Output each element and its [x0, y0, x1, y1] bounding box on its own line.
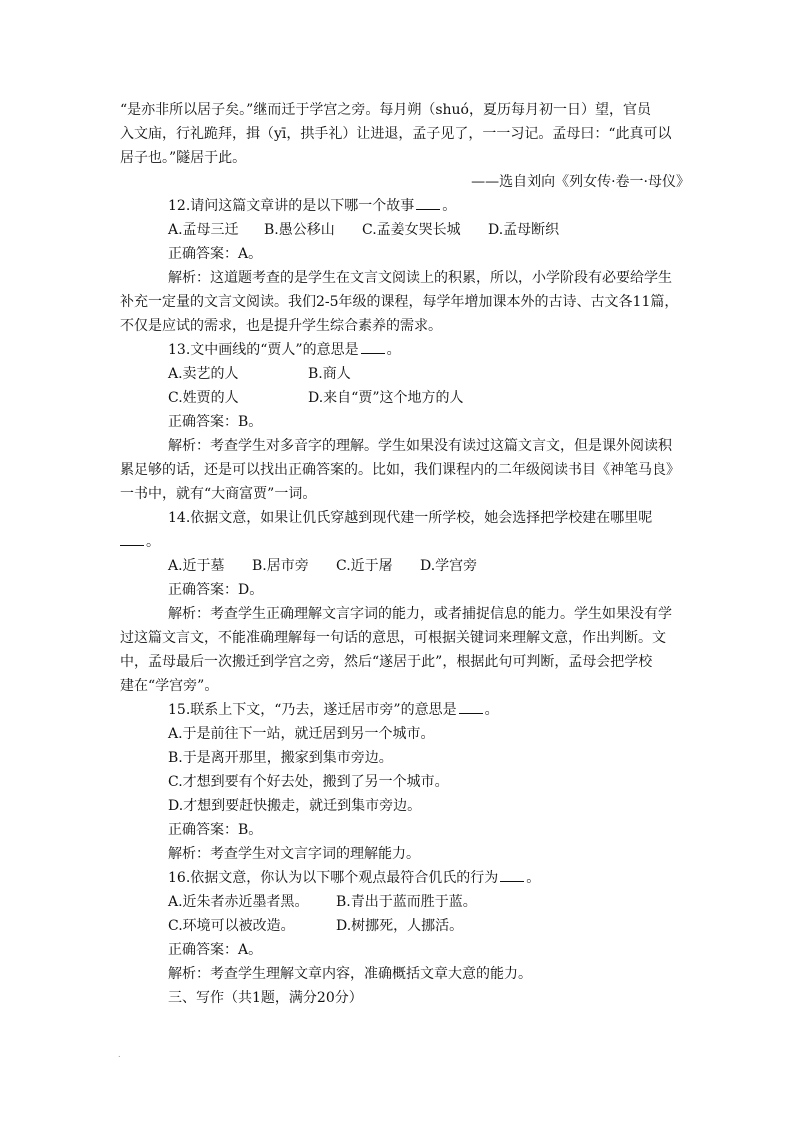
analysis: 解析：考查学生对多音字的理解。学生如果没有读过这篇文言文，但是课外阅读积 [168, 438, 672, 454]
question-16-options [168, 890, 692, 914]
analysis: 解析：考查学生正确理解文言字词的能力，或者捕捉信息的能力。学生如果没有学 [168, 606, 672, 622]
option: D.树挪死，人挪活。 [336, 918, 464, 934]
passage-source: ——选自刘向《列女传·卷一·母仪》 [471, 174, 690, 190]
analysis: 过这篇文言文，不能准确理解每一句话的意思，可根据关键词来理解文意，作出判断。文 [120, 630, 666, 646]
question-13-options [168, 362, 692, 386]
answer-blank [459, 699, 483, 714]
option: C.环境可以被改造。 [168, 918, 295, 934]
option: D.才想到要赶快搬走，就迁到集市旁边。 [168, 798, 422, 814]
question-14-options [168, 554, 692, 578]
question-14-blank: 。 [120, 530, 692, 554]
answer-blank [361, 339, 385, 354]
answer: 正确答案：B。 [168, 822, 263, 838]
analysis: 累足够的话，还是可以找出正确答案的。比如，我们课程内的二年级阅读书目《神笔马良》 [120, 462, 680, 478]
option: C.姓贾的人 [168, 390, 239, 406]
option: B.愚公移山 [264, 222, 335, 238]
passage-line: 居子也。”隧居于此。 [120, 150, 247, 166]
answer-blank [416, 195, 440, 210]
option: B.商人 [308, 366, 351, 382]
analysis: 中，孟母最后一次搬迁到学宫之旁，然后“遂居于此”，根据此句可判断，孟母会把学校 [120, 654, 653, 670]
answer: 正确答案：A。 [168, 246, 263, 262]
option: C.才想到要有个好去处，搬到了另一个城市。 [168, 774, 449, 790]
question-12: 12.请问这篇文章讲的是以下哪一个故事 。 [168, 194, 692, 218]
analysis: 解析：这道题考查的是学生在文言文阅读上的积累，所以，小学阶段有必要给学生 [168, 270, 672, 286]
passage-line: “是亦非所以居子矣。”继而迁于学宫之旁。每月朔（shuó，夏历每月初一日）望，官员 [120, 102, 651, 118]
footer-mark: . [118, 1050, 121, 1059]
passage-line: 入文庙，行礼跪拜，揖（yī，拱手礼）让进退，孟子见了，一一习记。孟母曰：“此真可以 [120, 126, 672, 142]
question-12-options [168, 218, 692, 242]
document-body [120, 98, 692, 1010]
question-16: 16.依据文意，你认为以下哪个观点最符合仉氏的行为 。 [168, 866, 692, 890]
option: B.青出于蓝而胜于蓝。 [336, 894, 477, 910]
option: A.孟母三迁 [168, 222, 239, 238]
answer: 正确答案：B。 [168, 414, 263, 430]
analysis: 解析：考查学生对文言字词的理解能力。 [168, 846, 420, 862]
option: C.近于屠 [336, 558, 393, 574]
analysis: 建在“学宫旁”。 [120, 678, 219, 694]
section-heading: 三、写作（共1题，满分20分） [168, 990, 363, 1006]
question-15: 15.联系上下文，“乃去，遂迁居市旁”的意思是 。 [168, 698, 692, 722]
analysis: 解析：考查学生理解文章内容，准确概括文章大意的能力。 [168, 966, 532, 982]
option: A.卖艺的人 [168, 366, 239, 382]
option: D.来自“贾”这个地方的人 [308, 390, 464, 406]
analysis: 补充一定量的文言文阅读。我们2-5年级的课程，每学年增加课本外的古诗、古文各11篇， [120, 294, 679, 310]
option: C.孟姜女哭长城 [362, 222, 461, 238]
analysis: 不仅是应试的需求，也是提升学生综合素养的需求。 [120, 318, 442, 334]
option: D.孟母断织 [488, 222, 560, 238]
option: B.于是离开那里，搬家到集市旁边。 [168, 750, 393, 766]
answer-blank [120, 531, 144, 546]
option: D.学宫旁 [420, 558, 478, 574]
option: A.近朱者赤近墨者黑。 [168, 894, 309, 910]
question-14: 14.依据文意，如果让仉氏穿越到现代建一所学校，她会选择把学校建在哪里呢 [168, 510, 653, 526]
option: B.居市旁 [252, 558, 309, 574]
question-13: 13.文中画线的“贾人”的意思是 。 [168, 338, 692, 362]
answer: 正确答案：D。 [168, 582, 264, 598]
question-13-options [168, 386, 692, 410]
option: A.于是前往下一站，就迁居到另一个城市。 [168, 726, 435, 742]
option: A.近于墓 [168, 558, 225, 574]
answer: 正确答案：A。 [168, 942, 263, 958]
analysis: 一书中，就有“大商富贾”一词。 [120, 486, 317, 502]
question-16-options [168, 914, 692, 938]
answer-blank [500, 867, 524, 882]
